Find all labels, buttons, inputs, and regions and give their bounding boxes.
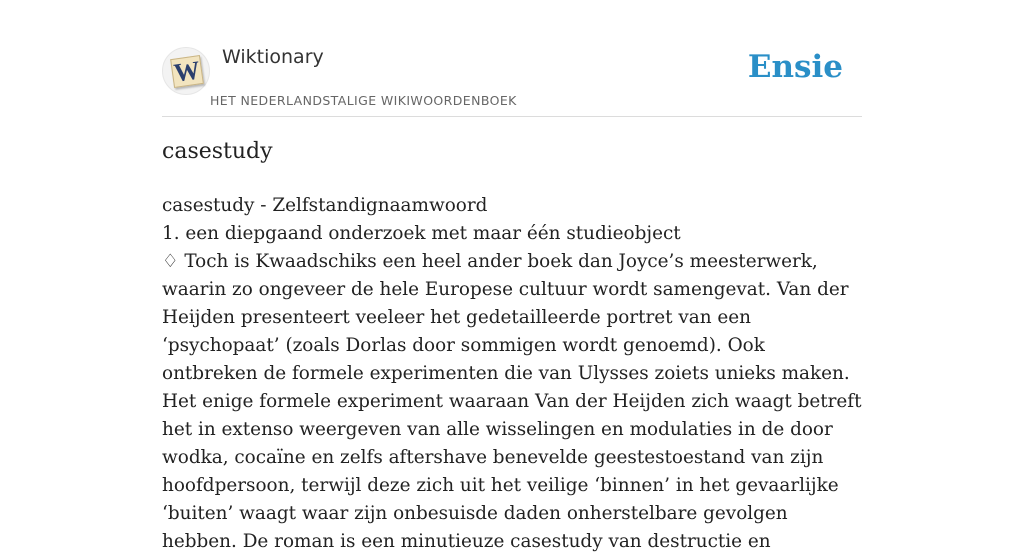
site-header (162, 40, 862, 117)
entry-definition: 1. een diepgaand onderzoek met maar één studieobject (162, 223, 681, 244)
wiktionary-logo[interactable] (162, 47, 210, 95)
logo-letter: W (172, 55, 202, 88)
site-name[interactable]: Wiktionary (222, 46, 324, 68)
entry-example: ♢ Toch is Kwaadschiks een heel ander boek dan Joyce’s meesterwerk, waarin zo ongeveer de hele Europese cultuur wordt samengevat. Van der Heijden presenteert veeleer het gedetailleerde portret van een ‘psychopaat’ (zoals Dorlas door sommigen wordt genoemd). Ook ontbreken de formele experimenten die van Ulysses zoiets unieks maken. Het enige formele experiment waaraan Van der Heijden zich waagt betreft het in extenso weergeven van alle wisselingen en modulaties in de door wodka, cocaïne en zelfs aftershave benevelde geestestoestand van zijn hoofdpersoon, terwijl deze zich uit het veilige ‘binnen’ in het gevaarlijke ‘buiten’ waagt waar zijn onbesuisde daden onherstelbare gevolgen hebben. De roman is een minutieuze casestudy van destructie en (162, 251, 862, 552)
entry-content (162, 192, 862, 556)
page-title: casestudy (162, 139, 273, 164)
ensie-brand-logo[interactable]: Ensie (747, 49, 843, 85)
entry-heading: casestudy - Zelfstandignaamwoord (162, 195, 488, 216)
site-tagline: HET NEDERLANDSTALIGE WIKIWOORDENBOEK (210, 93, 517, 108)
logo-tile-icon (170, 55, 204, 88)
